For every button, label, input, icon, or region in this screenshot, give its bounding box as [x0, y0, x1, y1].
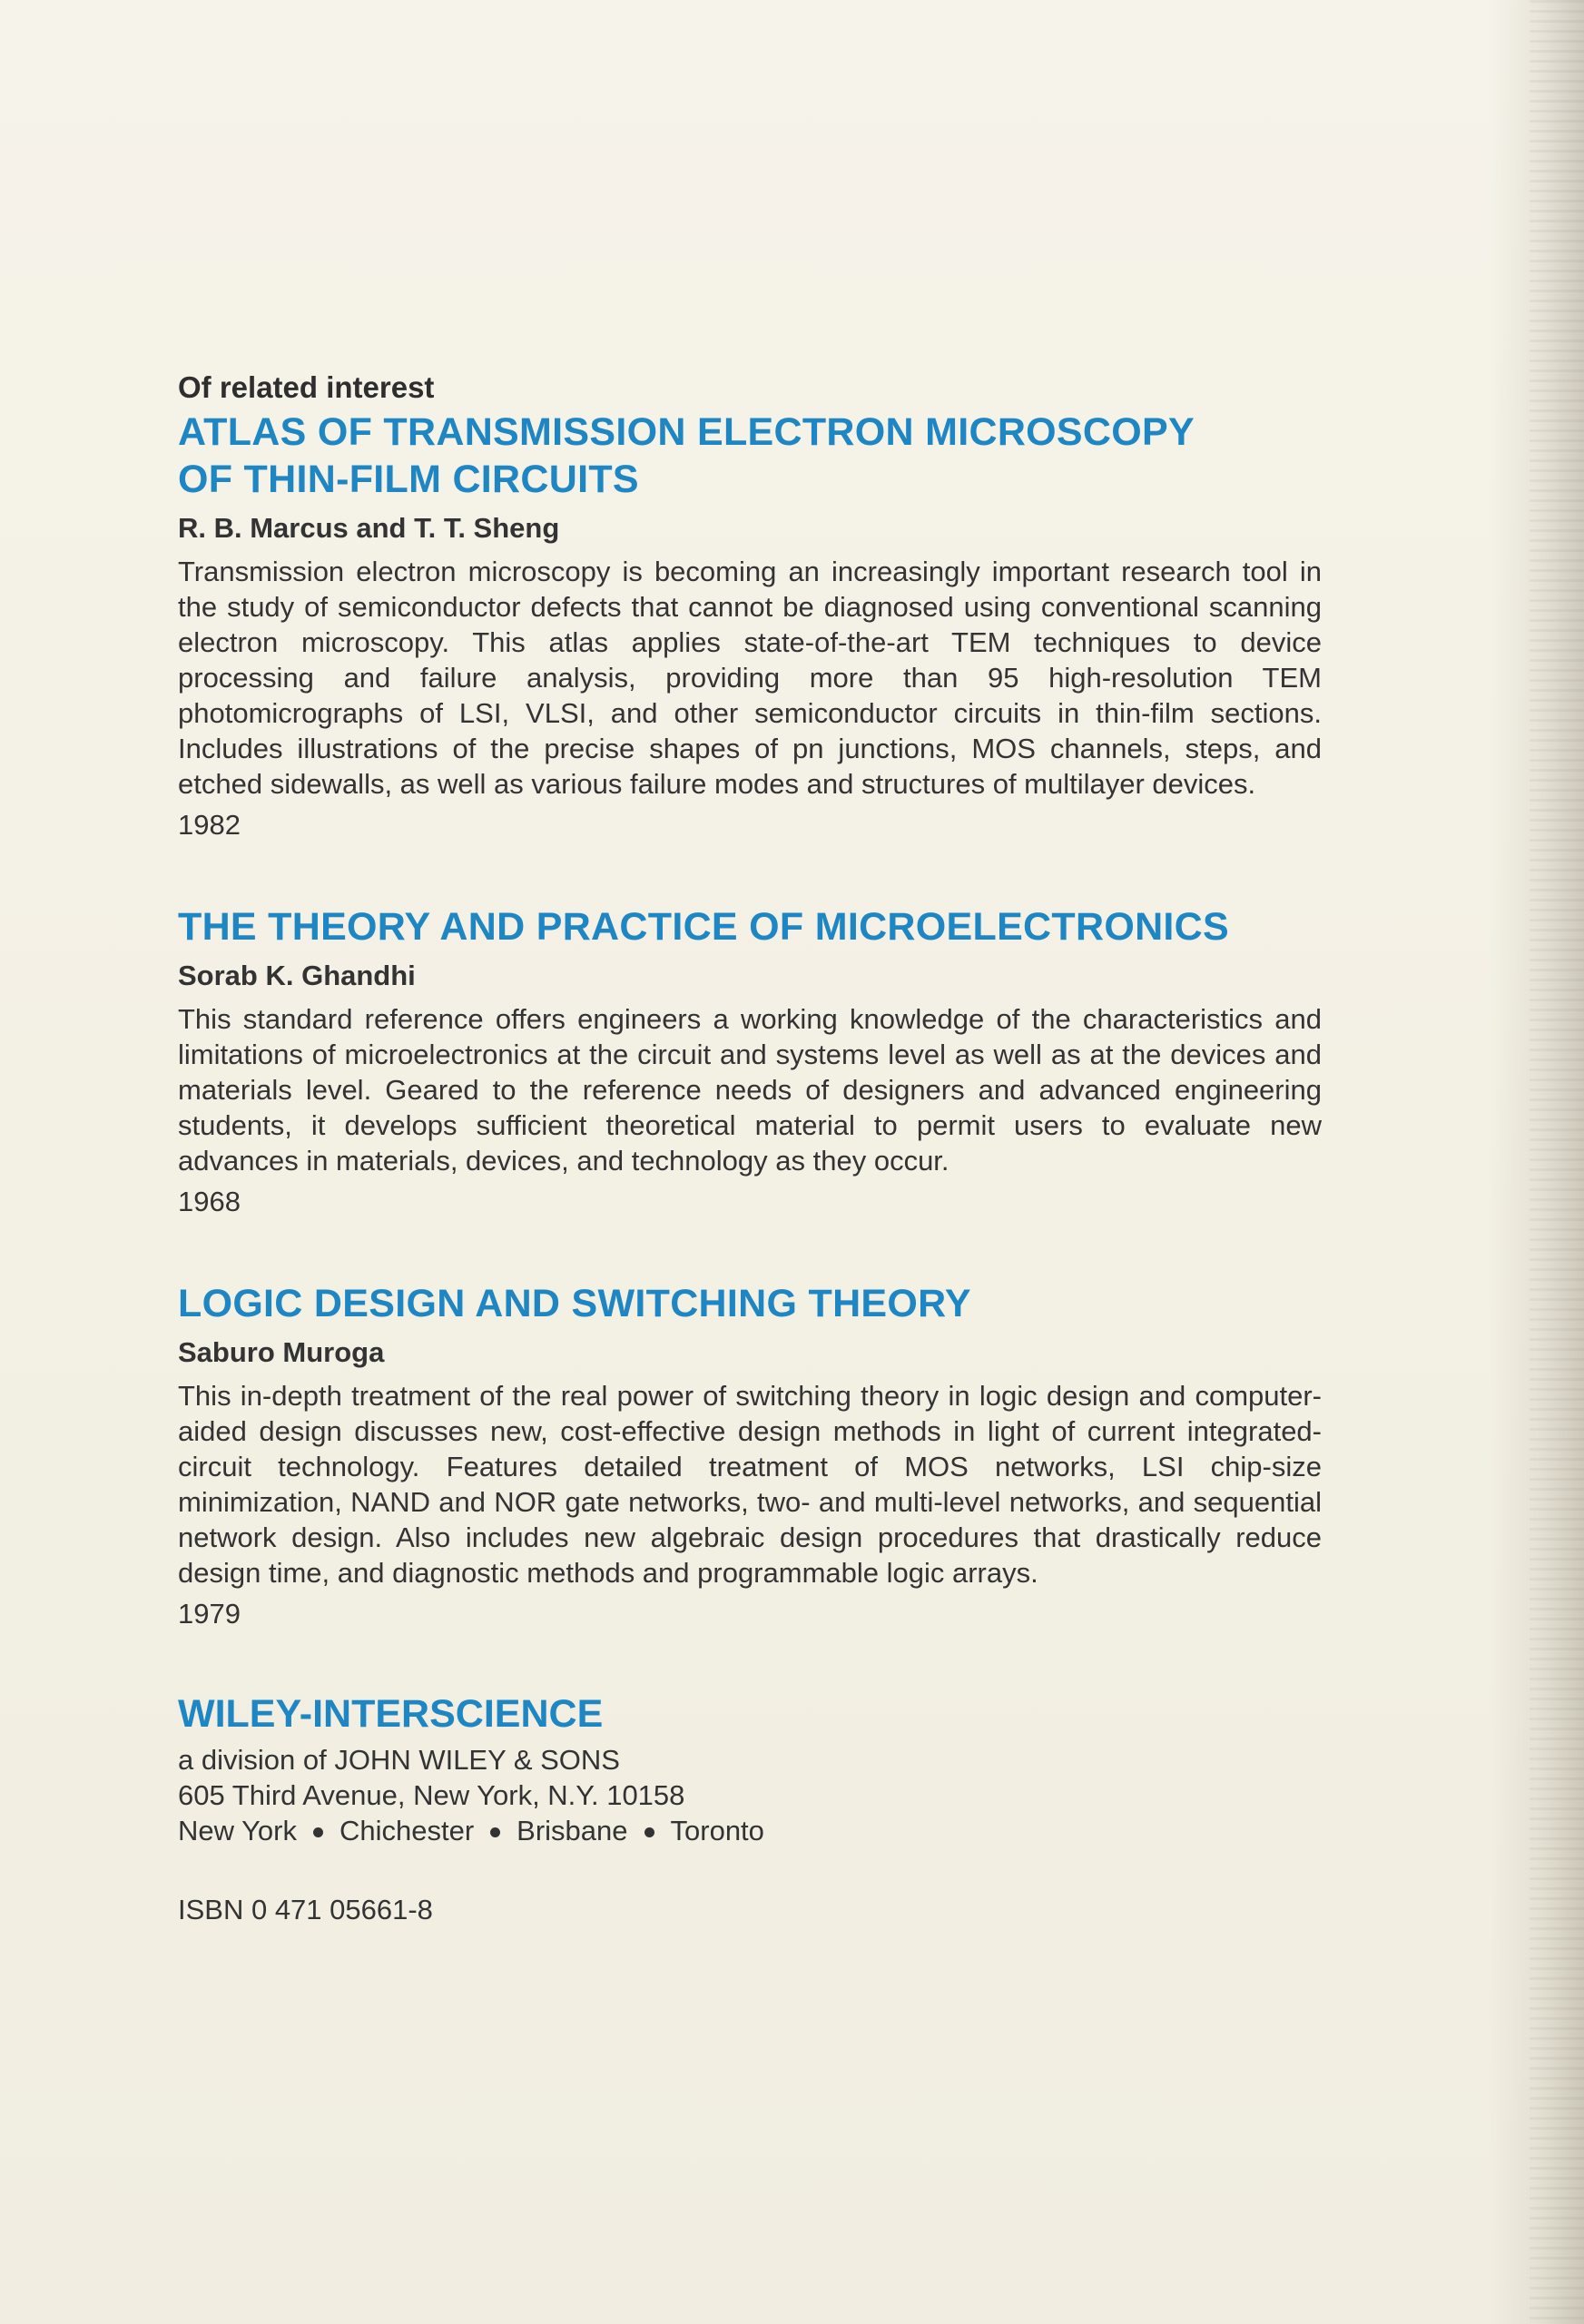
book-year: 1968: [178, 1186, 241, 1217]
book-author: R. B. Marcus and T. T. Sheng: [178, 512, 560, 544]
book-title-line: THE THEORY AND PRACTICE OF MICROELECTRONICS: [178, 905, 1230, 949]
book-year: 1982: [178, 809, 241, 841]
publisher-name: WILEY-INTERSCIENCE: [178, 1692, 604, 1736]
page-edge-shadow: [1530, 0, 1584, 2324]
book-author: Sorab K. Ghandhi: [178, 960, 416, 991]
bullet-icon: [644, 1827, 654, 1837]
book-description: This in-depth treatment of the real power of switching theory in logic design and computer-aided design discusses new, cost-effective design methods in light of current integrated-circuit technology. Features detailed treatment of MOS networks, LSI chip-size minimization, NAND and NOR gate networks, two- and multi-level networks, and sequential network design. Also includes new algebraic design procedures that drastically reduce design time, and diagnostic methods and programmable logic arrays.: [178, 1380, 1322, 1589]
book-title: [178, 903, 1322, 950]
city-name: Chichester: [339, 1815, 475, 1846]
book-title-line: ATLAS OF TRANSMISSION ELECTRON MICROSCOPY: [178, 410, 1195, 454]
publisher-address: 605 Third Avenue, New York, N.Y. 10158: [178, 1779, 685, 1811]
book-entry-microelectronics: [178, 903, 1322, 1218]
book-description: This standard reference offers engineers a working knowledge of the characteristics and limitations of microelectronics at the circuit and systems level as well as at the devices and materials level. Geared to the reference needs of designers and advanced engineering students, it develops sufficient theoretical material to permit users to evaluate new advances in materials, devices, and technology as they occur.: [178, 1003, 1322, 1177]
book-title-line: OF THIN-FILM CIRCUITS: [178, 458, 639, 501]
publisher-division: a division of JOHN WILEY & SONS: [178, 1744, 620, 1776]
cover-content: [178, 370, 1322, 1926]
book-title-line: LOGIC DESIGN AND SWITCHING THEORY: [178, 1282, 971, 1325]
book-description: Transmission electron microscopy is becoming an increasingly important research tool in the study of semiconductor defects that cannot be diagnosed using conventional scanning electron microscopy. This atlas applies state-of-the-art TEM techniques to device processing and failure analysis, providing more than 95 high-resolution TEM photomicrographs of LSI, VLSI, and other semiconductor circuits in thin-film sections. Includes illustrations of the precise shapes of pn junctions, MOS channels, steps, and etched sidewalls, as well as various failure modes and structures of multilayer devices.: [178, 556, 1322, 800]
city-name: Toronto: [670, 1815, 764, 1846]
publisher-block: [178, 1692, 1322, 1926]
bullet-icon: [313, 1827, 323, 1837]
book-year: 1979: [178, 1598, 241, 1630]
publisher-cities: [178, 1813, 1322, 1848]
bullet-icon: [490, 1827, 500, 1837]
book-title: [178, 1280, 1322, 1327]
isbn: ISBN 0 471 05661-8: [178, 1894, 433, 1925]
city-name: New York: [178, 1815, 297, 1846]
book-author: Saburo Muroga: [178, 1336, 385, 1368]
book-entry-logic-design: [178, 1280, 1322, 1630]
book-entry-atlas: [178, 409, 1322, 842]
city-name: Brisbane: [517, 1815, 628, 1846]
related-interest-label: Of related interest: [178, 370, 435, 404]
book-title: [178, 409, 1322, 503]
